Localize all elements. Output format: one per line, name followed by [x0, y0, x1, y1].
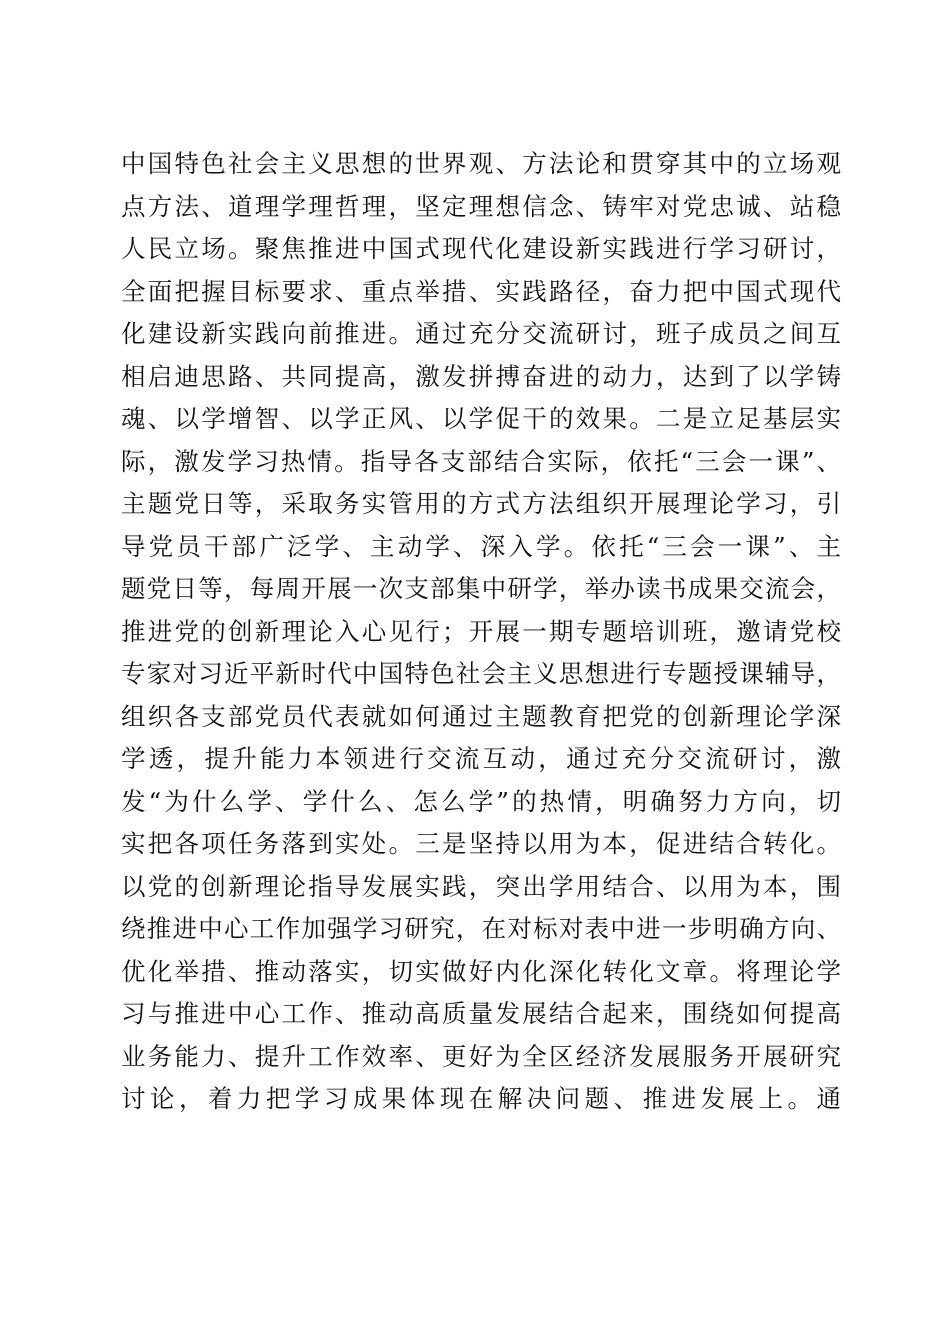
text-line: 业务能力、提升工作效率、更好为全区经济发展服务开展研究: [121, 1041, 841, 1071]
text-line: 中国特色社会主义思想的世界观、方法论和贯穿其中的立场观: [121, 149, 841, 178]
text-line: 学透，提升能力本领进行交流互动，通过充分交流研讨，激: [121, 744, 841, 773]
text-line: 主题党日等，采取务实管用的方式方法组织开展理论学习，引: [121, 489, 841, 518]
text-line: 绕推进中心工作加强学习研究，在对标对表中进一步明确方向、: [121, 914, 841, 943]
text-line: 习与推进中心工作、推动高质量发展结合起来，围绕如何提高: [121, 999, 841, 1028]
text-line: 推进党的创新理论入心见行；开展一期专题培训班，邀请党校: [121, 616, 841, 646]
text-line: 以党的创新理论指导发展实践，突出学用结合、以用为本，围: [121, 871, 841, 901]
text-line: 讨论，着力把学习成果体现在解决问题、推进发展上。通: [121, 1084, 841, 1113]
text-line: 点方法、道理学理哲理，坚定理想信念、铸牢对党忠诚、站稳: [121, 191, 841, 221]
text-line: 发“为什么学、学什么、怎么学”的热情，明确努力方向，切: [121, 786, 841, 816]
text-line: 人民立场。聚焦推进中国式现代化建设新实践进行学习研讨，: [121, 234, 841, 263]
text-line: 专家对习近平新时代中国特色社会主义思想进行专题授课辅导，: [121, 659, 841, 688]
text-line: 化建设新实践向前推进。通过充分交流研讨，班子成员之间互: [121, 319, 841, 348]
text-line: 组织各支部党员代表就如何通过主题教育把党的创新理论学深: [121, 701, 841, 731]
text-line: 全面把握目标要求、重点举措、实践路径，奋力把中国式现代: [121, 276, 841, 306]
text-line: 相启迪思路、共同提高，激发拼搏奋进的动力，达到了以学铸: [121, 361, 841, 391]
text-line: 优化举措、推动落实，切实做好内化深化转化文章。将理论学: [121, 956, 841, 986]
text-line: 实把各项任务落到实处。三是坚持以用为本，促进结合转化。: [121, 829, 841, 858]
text-line: 际，激发学习热情。指导各支部结合实际，依托“三会一课”、: [121, 446, 841, 476]
text-line: 题党日等，每周开展一次支部集中研学，举办读书成果交流会，: [121, 574, 841, 603]
text-line: 魂、以学增智、以学正风、以学促干的效果。二是立足基层实: [121, 404, 841, 433]
body-text: [121, 143, 841, 1121]
text-line: 导党员干部广泛学、主动学、深入学。依托“三会一课”、主: [121, 531, 841, 561]
